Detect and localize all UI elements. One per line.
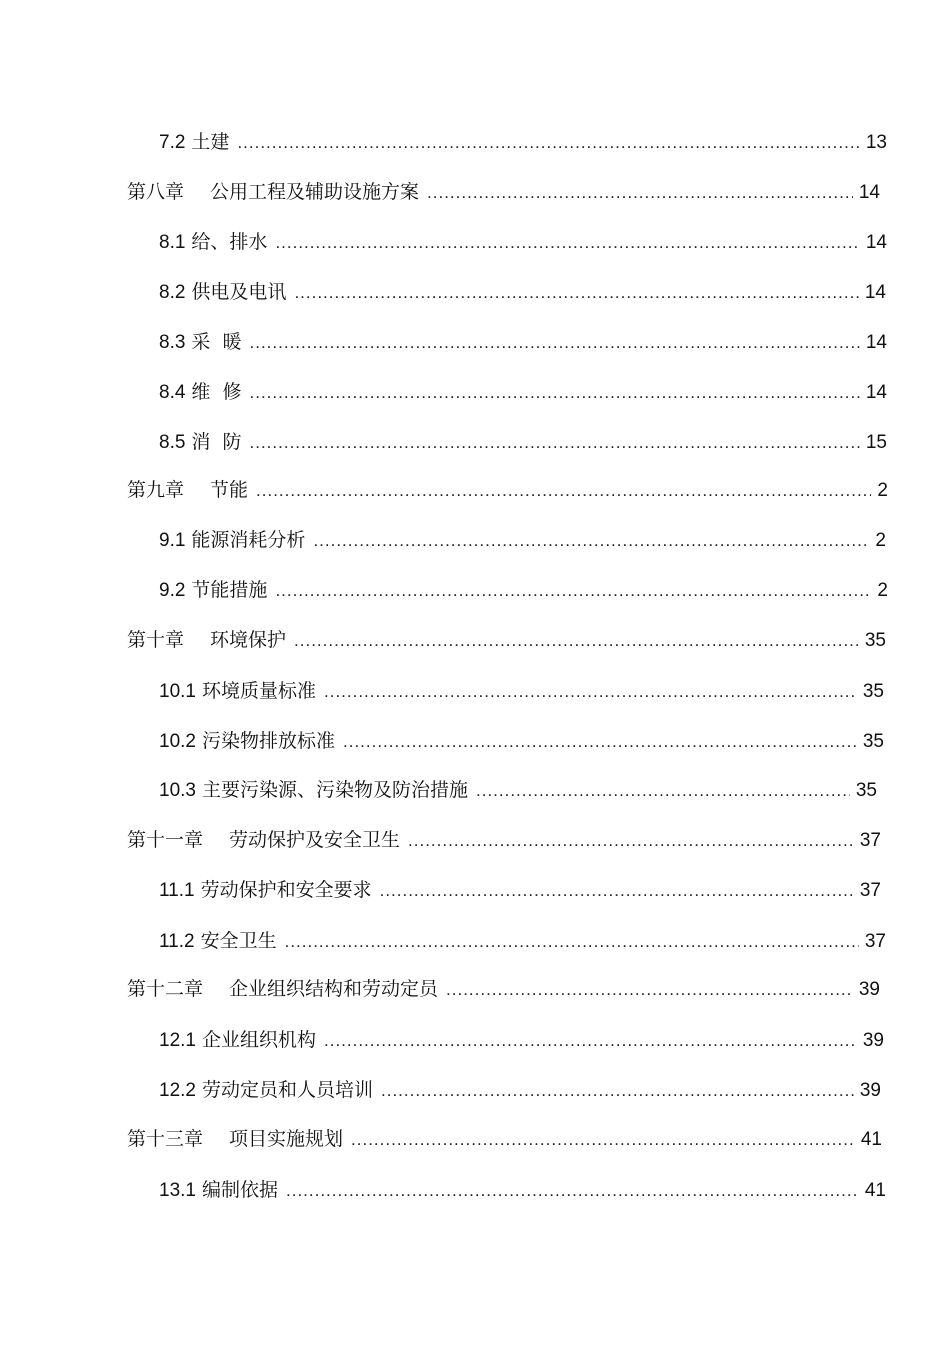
toc-chapter-label: 第十二章 [127,978,204,1000]
toc-section-number: 12.1 [159,1030,196,1051]
dot-leader [380,876,854,906]
toc-section-entry[interactable] [159,775,877,805]
toc-page-number: 13 [865,132,887,153]
dot-leader [294,278,858,308]
toc-section-number: 8.2 [159,282,186,303]
toc-section-entry[interactable] [159,427,887,457]
toc-chapter-entry[interactable] [127,625,886,655]
toc-section-title: 能源消耗分析 [191,529,306,551]
toc-chapter-entry[interactable] [127,1124,882,1154]
toc-chapter-title: 公用工程及辅助设施方案 [210,181,420,203]
toc-section-entry[interactable] [159,277,886,307]
dot-leader [324,1026,857,1056]
toc-section-title: 主要污染源、污染物及防治措施 [201,779,468,801]
dot-leader [343,727,857,757]
toc-chapter-title: 企业组织结构和劳动定员 [229,978,439,1000]
toc-chapter-title: 劳动保护及安全卫生 [229,829,401,851]
toc-section-entry[interactable] [159,127,887,157]
dot-leader [313,526,869,556]
toc-section-title: 安全卫生 [200,930,277,952]
toc-page-number: 41 [864,1180,886,1201]
toc-section-title: 企业组织机构 [201,1029,316,1051]
dot-leader [256,476,871,506]
toc-page-number: 14 [865,382,887,403]
toc-section-number: 8.5 [159,432,186,453]
toc-chapter-label: 第十章 [127,629,185,651]
toc-section-entry[interactable] [159,875,881,905]
toc-section-number: 8.4 [159,382,186,403]
toc-section-entry[interactable] [159,1025,884,1055]
dot-leader [476,776,850,806]
toc-chapter-entry[interactable] [127,974,880,1004]
toc-section-number: 10.3 [159,780,196,801]
toc-section-entry[interactable] [159,525,886,555]
toc-section-number: 11.2 [159,931,195,952]
toc-section-number: 13.1 [159,1180,196,1201]
toc-section-title: 消 防 [191,431,242,453]
toc-page-number: 35 [864,630,886,651]
toc-page-number: 15 [865,432,887,453]
toc-page-number: 37 [864,931,886,952]
toc-page-number: 39 [858,979,880,1000]
toc-section-title: 污染物排放标准 [201,730,335,752]
toc-section-entry[interactable] [159,926,886,956]
toc-page-number: 35 [862,731,884,752]
toc-section-title: 给、排水 [191,231,268,253]
dot-leader [427,178,853,208]
toc-section-entry[interactable] [159,1175,886,1205]
toc-section-entry[interactable] [159,676,884,706]
dot-leader [294,626,859,656]
toc-page-number: 14 [865,332,887,353]
toc-section-title: 维 修 [191,381,242,403]
toc-chapter-title: 项目实施规划 [229,1128,344,1150]
toc-section-title: 节能措施 [191,579,268,601]
toc-page-number: 35 [862,681,884,702]
dot-leader [286,1176,859,1206]
toc-chapter-label: 第八章 [127,181,185,203]
toc-section-number: 9.1 [159,530,186,551]
dot-leader [250,328,860,358]
toc-chapter-title: 环境保护 [210,629,287,651]
toc-section-number: 9.2 [159,580,186,601]
toc-section-number: 8.3 [159,332,186,353]
toc-section-number: 11.1 [159,880,195,901]
dot-leader [250,378,860,408]
toc-chapter-title: 节能 [210,479,249,501]
toc-chapter-label: 第十一章 [127,829,204,851]
toc-page-number: 41 [860,1129,882,1150]
toc-page-number: 14 [865,232,887,253]
toc-section-number: 10.2 [159,731,196,752]
toc-chapter-entry[interactable] [127,825,881,855]
toc-section-number: 8.1 [159,232,186,253]
toc-page-number: 39 [859,1080,881,1101]
toc-section-title: 土建 [191,131,230,153]
dot-leader [275,576,871,606]
toc-section-title: 环境质量标准 [201,680,316,702]
toc-page-number: 37 [859,880,881,901]
toc-section-entry[interactable] [159,575,888,605]
toc-section-number: 10.1 [159,681,196,702]
toc-section-entry[interactable] [159,227,887,257]
dot-leader [285,927,859,957]
toc-chapter-entry[interactable] [127,475,888,505]
dot-leader [275,228,859,258]
toc-chapter-entry[interactable] [127,177,880,207]
toc-page-number: 14 [864,282,886,303]
toc-page-number: 37 [859,830,881,851]
toc-section-entry[interactable] [159,1075,881,1105]
dot-leader [250,428,860,458]
toc-page-number: 35 [855,780,877,801]
toc-section-title: 采 暖 [191,331,242,353]
dot-leader [446,975,853,1005]
toc-section-title: 劳动保护和安全要求 [200,879,372,901]
dot-leader [351,1125,855,1155]
toc-section-entry[interactable] [159,726,884,756]
toc-page-number: 2 [877,480,888,501]
toc-section-title: 编制依据 [201,1179,278,1201]
dot-leader [408,826,854,856]
toc-section-entry[interactable] [159,377,887,407]
toc-chapter-label: 第九章 [127,479,185,501]
toc-section-number: 7.2 [159,132,186,153]
dot-leader [237,128,859,158]
toc-section-number: 12.2 [159,1080,196,1101]
toc-section-entry[interactable] [159,327,887,357]
toc-section-title: 劳动定员和人员培训 [201,1079,373,1101]
toc-page-number: 2 [875,530,886,551]
toc-page-number: 39 [862,1030,884,1051]
toc-page-number: 2 [877,580,888,601]
dot-leader [324,677,857,707]
toc-section-title: 供电及电讯 [191,281,287,303]
toc-page-number: 14 [858,182,880,203]
toc-chapter-label: 第十三章 [127,1128,204,1150]
dot-leader [381,1076,854,1106]
